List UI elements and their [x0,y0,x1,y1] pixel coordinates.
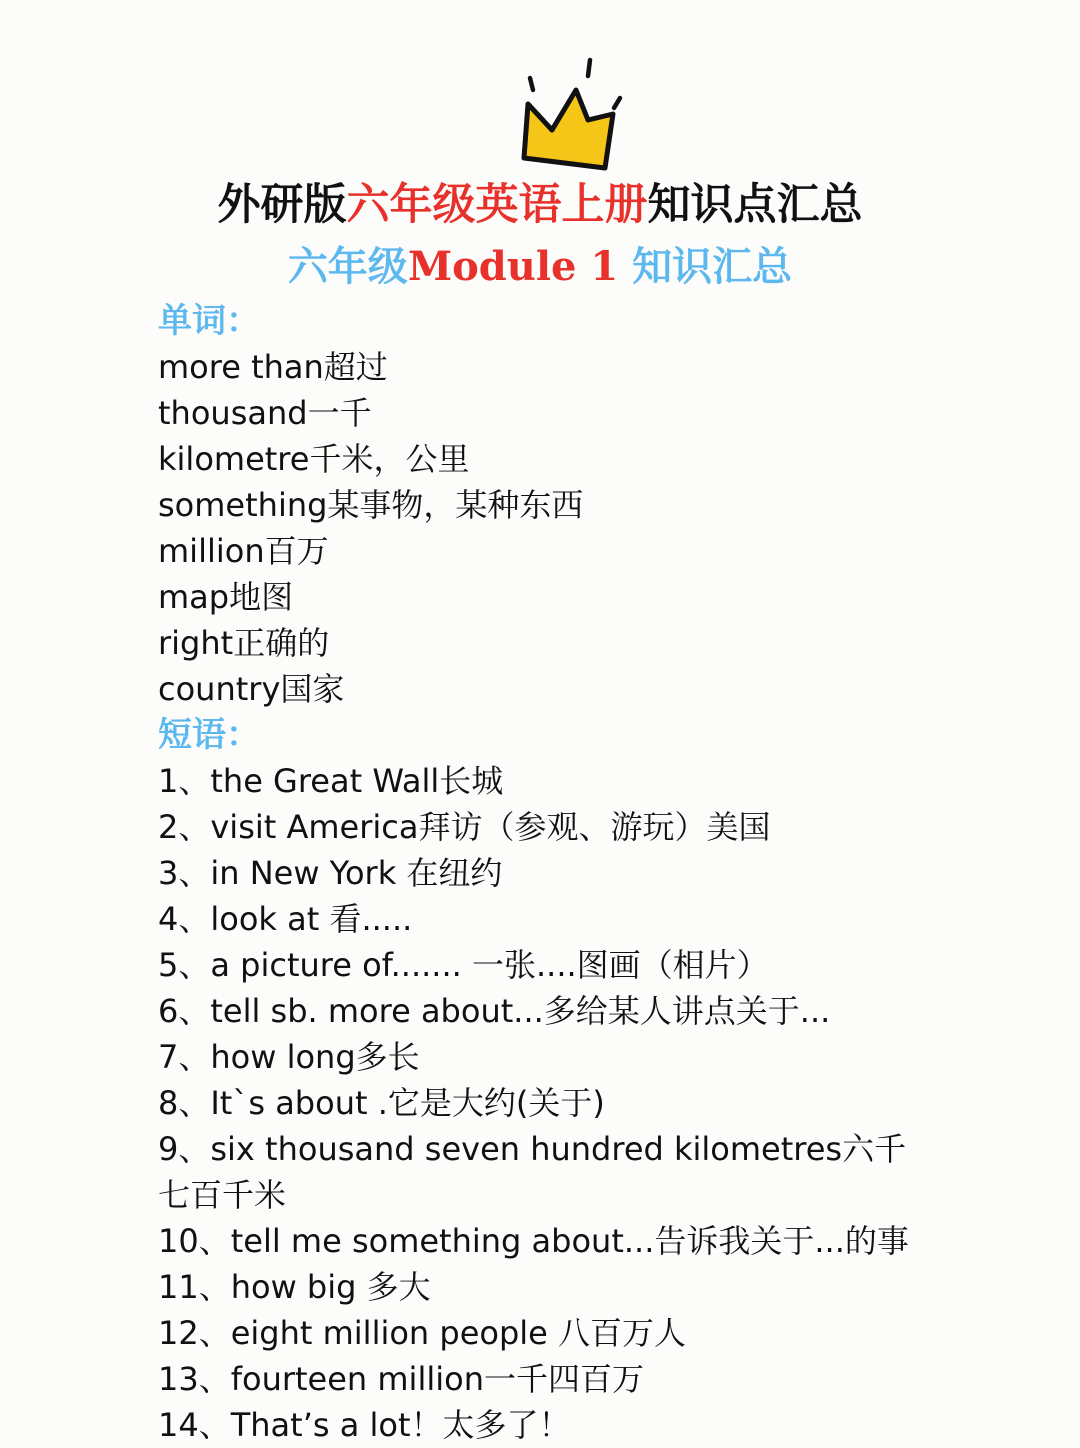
word-item: thousand一千 [158,394,372,432]
word-list [158,344,1038,712]
phrase-item-continued: 七百千米 [158,1176,287,1214]
phrase-item: 1、the Great Wall长城 [158,762,504,800]
word-item: more than超过 [158,348,388,386]
phrase-item: 10、tell me something about...告诉我关于...的事 [158,1222,909,1260]
phrase-item: 6、tell sb. more about...多给某人讲点关于... [158,992,831,1030]
word-item: map地图 [158,578,294,616]
subtitle-suffix: 知识汇总 [618,243,793,290]
word-item: right正确的 [158,624,330,662]
phrase-item: 8、It`s about .它是大约(关于) [158,1084,605,1122]
words-label: 单词： [158,301,260,341]
phrase-item: 12、eight million people 八百万人 [158,1314,687,1352]
phrase-item: 2、visit America拜访（参观、游玩）美国 [158,808,771,846]
page-subtitle [0,240,1080,294]
crown-icon [510,56,630,174]
phrase-item: 14、That’s a lot！太多了！ [158,1406,571,1444]
word-item: kilometre千米，公里 [158,440,470,478]
title-highlight: 六年级英语上册 [346,180,648,230]
phrase-item: 13、fourteen million一千四百万 [158,1360,644,1398]
word-item: something某事物，某种东西 [158,486,584,524]
subtitle-prefix: 六年级 [287,243,408,290]
title-prefix: 外研版 [217,180,347,230]
phrase-item: 11、how big 多大 [158,1268,431,1306]
phrase-item: 9、six thousand seven hundred kilometres六千 [158,1130,907,1168]
subtitle-highlight: Module 1 [407,243,619,290]
title-suffix: 知识点汇总 [647,180,863,230]
phrase-list [158,758,1038,1448]
page-title [0,178,1080,232]
phrases-label: 短语： [158,715,260,755]
phrase-item: 5、a picture of....... 一张....图画（相片） [158,946,769,984]
content-body [158,298,1038,1448]
phrase-item: 3、in New York 在纽约 [158,854,503,892]
word-item: country国家 [158,670,345,708]
phrase-item: 4、look at 看..... [158,900,413,938]
phrase-item: 7、how long多长 [158,1038,420,1076]
word-item: million百万 [158,532,329,570]
